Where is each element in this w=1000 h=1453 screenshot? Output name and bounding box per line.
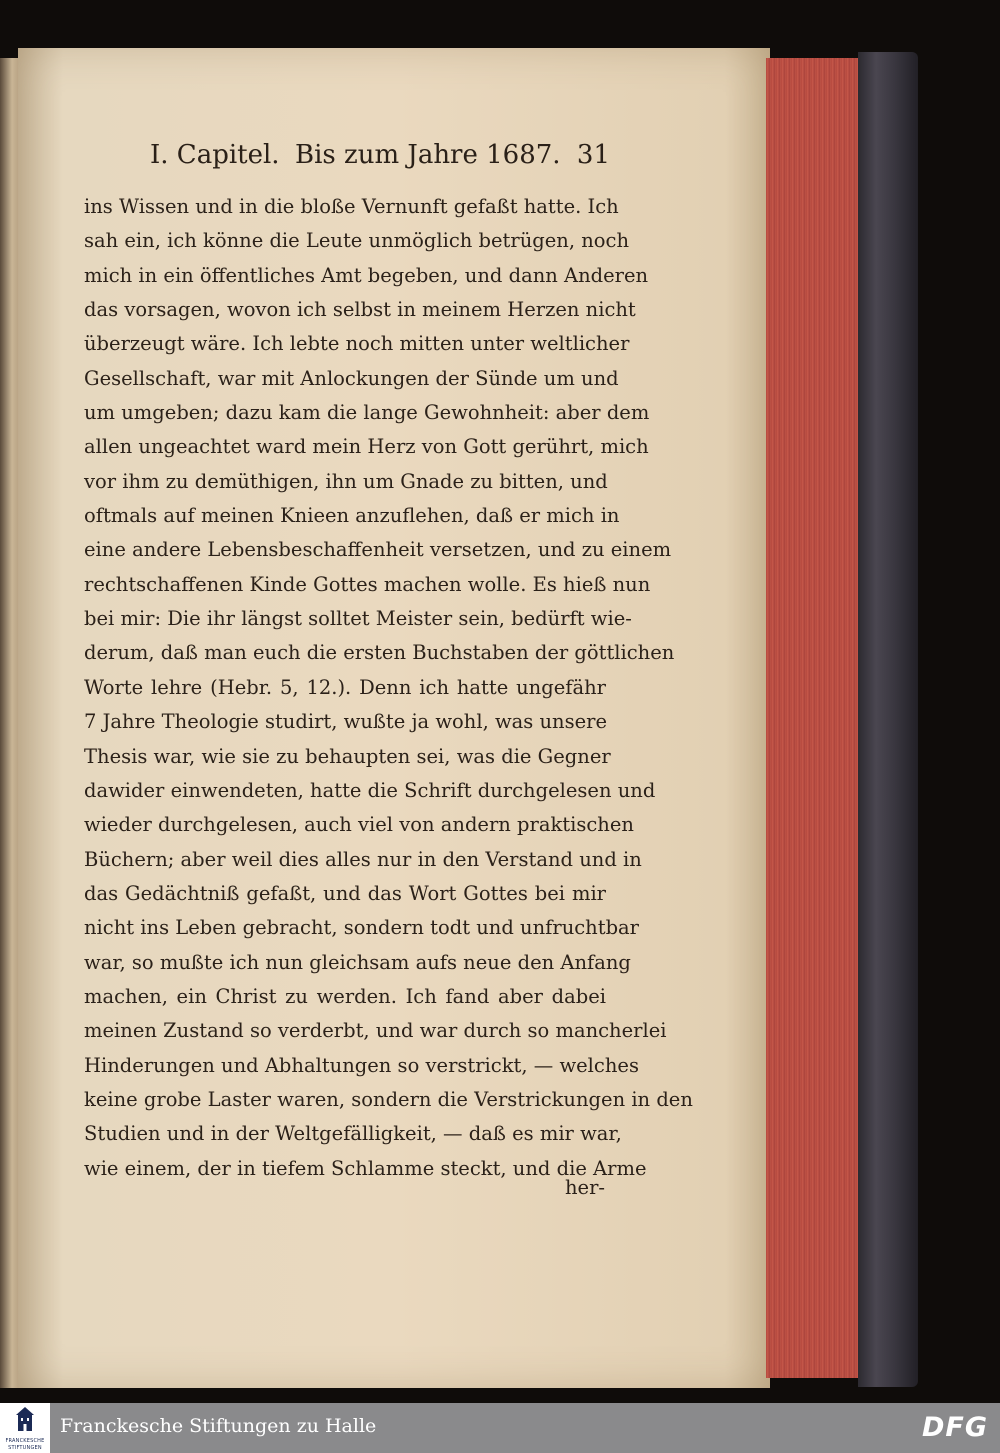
institution-label: Franckesche Stiftungen zu Halle [60,1415,377,1437]
text-line: Studien und in der Weltgefälligkeit, — daß es mir war, [84,1122,622,1146]
text-line: Worte lehre (Hebr. 5, 12.). Denn ich hatte ungefähr [84,675,606,699]
text-line: vor ihm zu demüthigen, ihn um Gnade zu bitten, und [84,469,608,493]
text-line: war, so mußte ich nun gleichsam aufs neue den Anfang [84,950,631,974]
running-header [150,140,610,180]
text-line: wie einem, der in tiefem Schlamme steckt, und die Arme [84,1156,647,1180]
text-line: Hinderungen und Abhaltungen so verstrickt, — welches [84,1053,639,1077]
logo-text-line2: STIFTUNGEN [8,1445,42,1451]
previous-page-edge [0,58,20,1388]
book-cover [858,52,918,1387]
text-line: derum, daß man euch die ersten Buchstaben der göttlichen [84,641,675,665]
text-line: eine andere Lebensbeschaffenheit versetzen, und zu einem [84,538,672,562]
chapter-heading: I. Capitel. [150,140,280,170]
text-line: dawider einwendeten, hatte die Schrift durchgelesen und [84,778,656,802]
text-line: ins Wissen und in die bloße Vernunft gefaßt hatte. Ich [84,195,619,218]
text-line: das Gedächtniß gefaßt, und das Wort Gottes bei mir [84,881,606,905]
text-line: Thesis war, wie sie zu behaupten sei, was die Gegner [84,744,611,768]
text-line: überzeugt wäre. Ich lebte noch mitten unter weltlicher [84,332,630,356]
text-line: Gesellschaft, war mit Anlockungen der Sünde um und [84,366,619,390]
text-line: rechtschaffenen Kinde Gottes machen wolle. Es hieß nun [84,572,651,596]
red-page-edges [766,58,865,1378]
text-line: Büchern; aber weil dies alles nur in den Verstand und in [84,847,642,871]
logo-text-line1: FRANCKESCHE [5,1438,45,1444]
text-line: mich in ein öffentliches Amt begeben, und dann Anderen [84,263,649,287]
text-line: wieder durchgelesen, auch viel von andern praktischen [84,813,634,837]
body-text [84,190,693,1186]
text-line: bei mir: Die ihr längst solltet Meister sein, bedürft wie- [84,607,632,631]
text-line: sah ein, ich könne die Leute unmöglich betrügen, noch [84,229,630,253]
francke-foundation-building-icon [14,1407,36,1435]
text-line: das vorsagen, wovon ich selbst in meinem Herzen nicht [84,298,636,322]
text-line: machen, ein Christ zu werden. Ich fand aber dabei [84,984,606,1008]
page-number: 31 [576,140,610,170]
text-line: allen ungeachtet ward mein Herz von Gott gerührt, mich [84,435,649,459]
text-line: nicht ins Leben gebracht, sondern todt und unfruchtbar [84,916,640,940]
francke-foundation-logo [0,1403,50,1453]
text-line: oftmals auf meinen Knieen anzuflehen, daß er mich in [84,504,620,528]
dfg-logo: DFG [921,1412,988,1443]
header-title: Bis zum Jahre 1687. [295,140,561,170]
text-line: meinen Zustand so verderbt, und war durch so mancherlei [84,1019,667,1043]
catchword: her- [565,1176,606,1199]
text-line: um umgeben; dazu kam die lange Gewohnheit: aber dem [84,401,650,425]
text-line: 7 Jahre Theologie studirt, wußte ja wohl, was unsere [84,710,608,734]
text-line: keine grobe Laster waren, sondern die Verstrickungen in den [84,1087,693,1111]
footer-bar [0,1403,1000,1453]
